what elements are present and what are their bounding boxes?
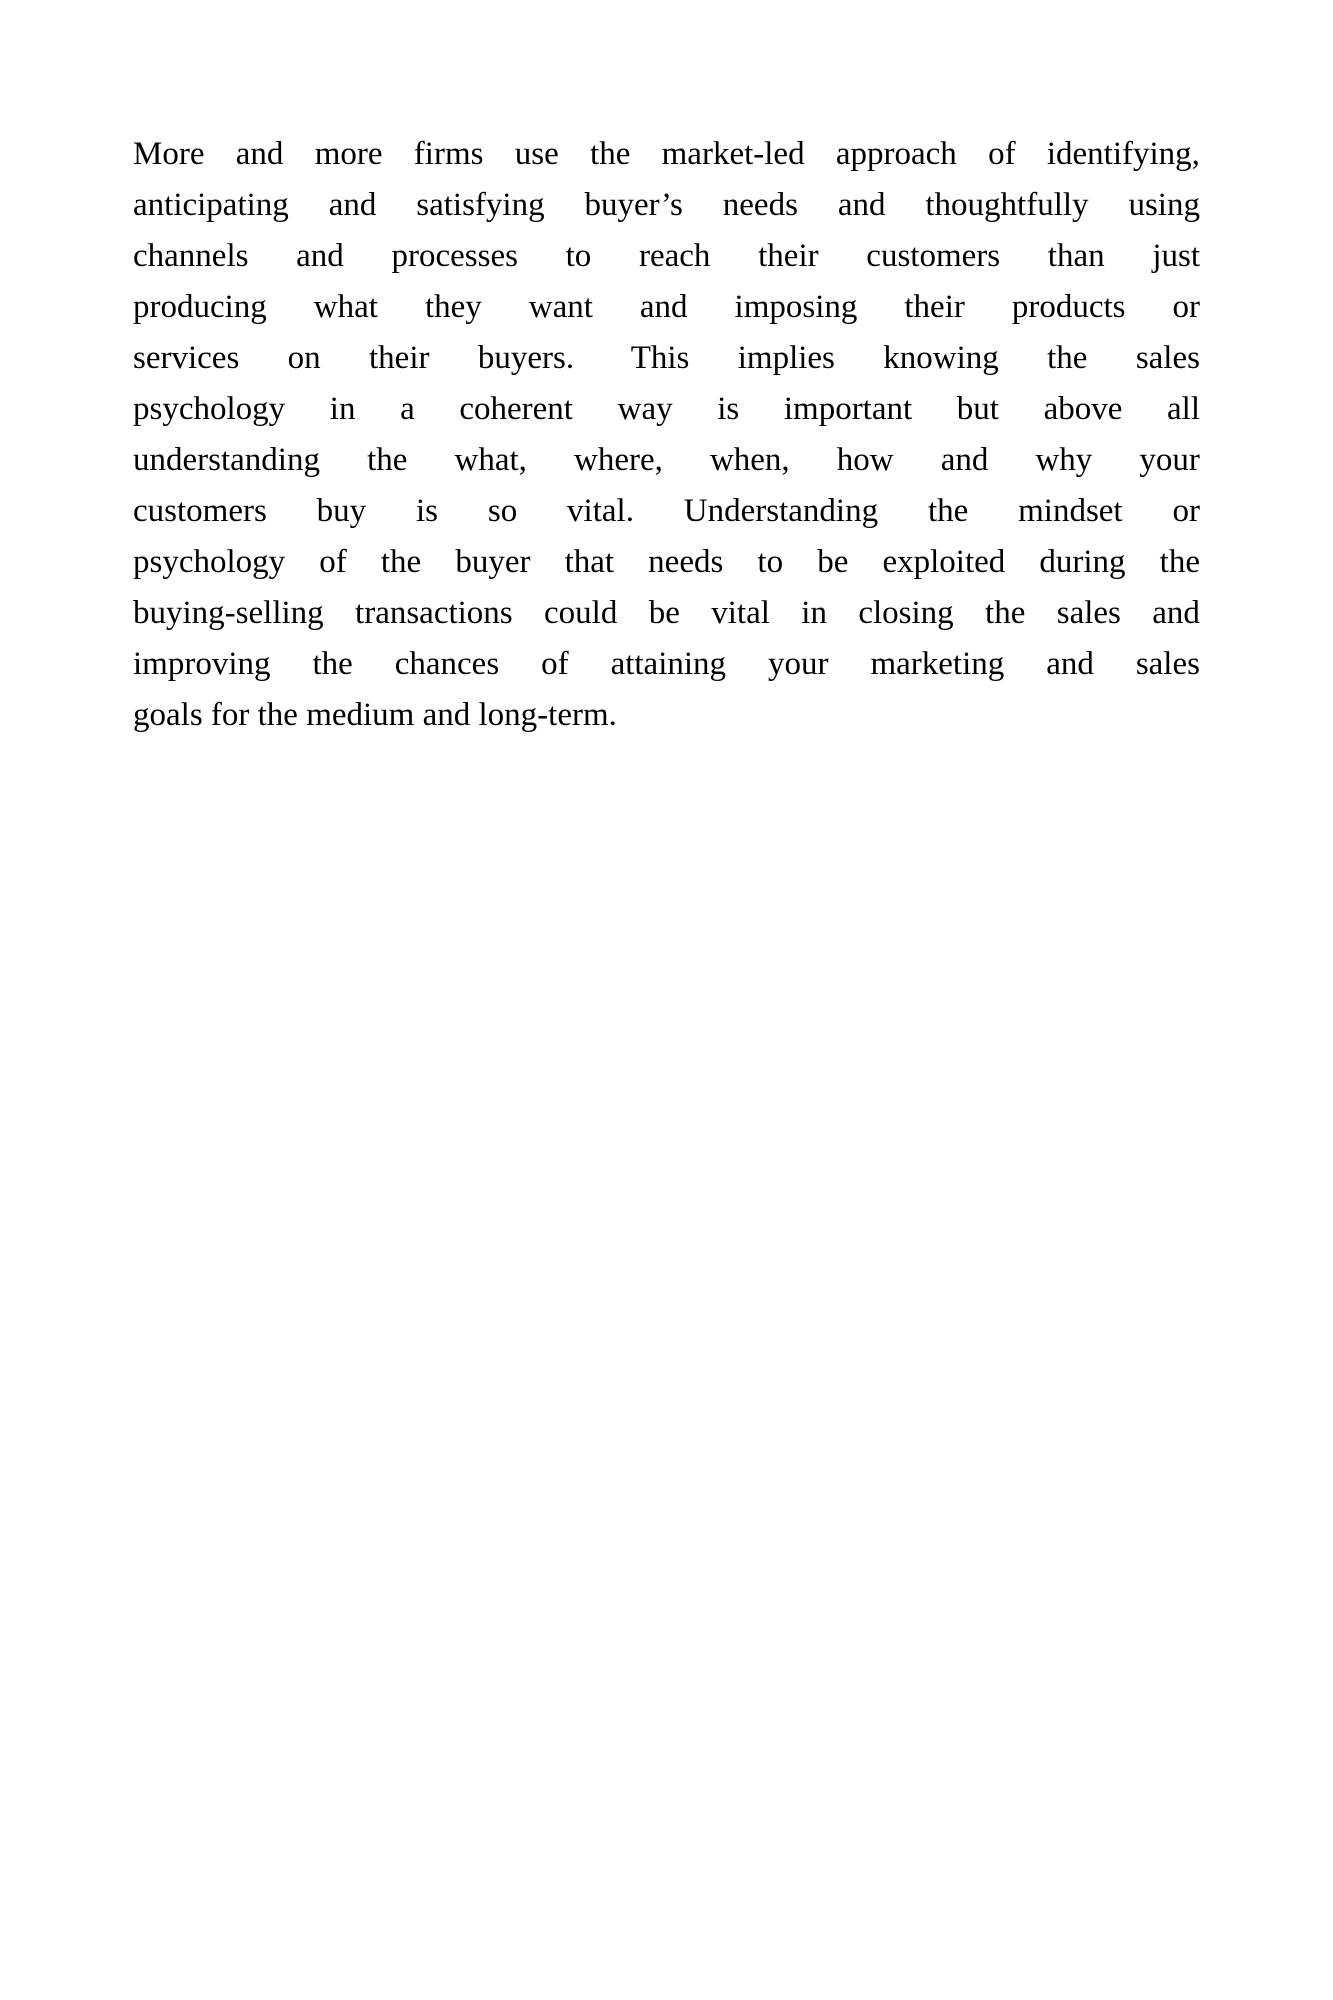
word: be — [817, 544, 849, 580]
paragraph-line — [133, 537, 1200, 588]
word: firms — [413, 136, 484, 172]
word: services — [133, 340, 240, 376]
word: on — [287, 340, 321, 376]
paragraph-line — [133, 333, 1200, 384]
word: buyer — [455, 544, 531, 580]
word: implies — [737, 340, 835, 376]
word: exploited — [882, 544, 1006, 580]
word: their — [369, 340, 430, 376]
word: improving — [133, 646, 271, 682]
word: the — [1047, 340, 1088, 376]
word: approach — [835, 136, 957, 172]
word: the — [1159, 544, 1200, 580]
word: where, — [573, 442, 663, 478]
word: more — [314, 136, 383, 172]
paragraph-line — [133, 129, 1200, 180]
word: that — [564, 544, 615, 580]
word: buyers. — [477, 340, 583, 376]
word: and — [1046, 646, 1094, 682]
word: buyer’s — [584, 187, 683, 223]
word: This — [630, 340, 690, 376]
word: be — [648, 595, 680, 631]
word: processes — [391, 238, 518, 274]
word: chances — [394, 646, 500, 682]
word: imposing — [734, 289, 858, 325]
word: psychology — [133, 391, 286, 427]
paragraph-line — [133, 231, 1200, 282]
word: coherent — [459, 391, 573, 427]
word: what — [313, 289, 378, 325]
word: sales — [1135, 646, 1200, 682]
word: the — [367, 442, 408, 478]
word: of — [988, 136, 1016, 172]
word: the — [590, 136, 631, 172]
word: important — [783, 391, 913, 427]
word: identifying, — [1046, 136, 1200, 172]
word: their — [904, 289, 965, 325]
word: or — [1172, 493, 1200, 529]
word: the — [380, 544, 422, 580]
word: the — [312, 646, 353, 682]
word: or — [1172, 289, 1200, 325]
paragraph-line: goals for the medium and long-term. — [133, 697, 617, 733]
word: use — [514, 136, 559, 172]
word: psychology — [133, 544, 286, 580]
word: needs — [648, 544, 724, 580]
word: and — [1152, 595, 1200, 631]
body-paragraph — [133, 129, 1200, 741]
word: needs — [722, 187, 798, 223]
word: way — [617, 391, 673, 427]
word: mindset — [1018, 493, 1123, 529]
word: understanding — [133, 442, 320, 478]
paragraph-line — [133, 435, 1200, 486]
paragraph-line — [133, 588, 1200, 639]
word: in — [329, 391, 356, 427]
word: during — [1039, 544, 1126, 580]
word: Understanding — [683, 493, 879, 529]
word: the — [927, 493, 969, 529]
word: customers — [866, 238, 1001, 274]
paragraph-line — [133, 639, 1200, 690]
word: anticipating — [133, 187, 289, 223]
word: reach — [639, 238, 711, 274]
word: products — [1011, 289, 1126, 325]
word: is — [416, 493, 439, 529]
word: your — [768, 646, 829, 682]
word: of — [541, 646, 569, 682]
word: but — [956, 391, 999, 427]
word: a — [400, 391, 415, 427]
word: vital. — [567, 493, 634, 529]
word: thoughtfully — [925, 187, 1089, 223]
word: using — [1128, 187, 1200, 223]
word: want — [528, 289, 593, 325]
word: sales — [1056, 595, 1121, 631]
word: channels — [133, 238, 249, 274]
word: so — [487, 493, 518, 529]
word: and — [296, 238, 344, 274]
word: buy — [316, 493, 367, 529]
word: closing — [858, 595, 954, 631]
word: marketing — [870, 646, 1005, 682]
paragraph-line — [133, 282, 1200, 333]
word: customers — [133, 493, 267, 529]
word: market-led — [661, 136, 805, 172]
word: above — [1043, 391, 1123, 427]
word: could — [544, 595, 618, 631]
word: just — [1152, 238, 1200, 274]
word: why — [1035, 442, 1093, 478]
word: of — [319, 544, 347, 580]
word: and — [940, 442, 989, 478]
word: the — [985, 595, 1026, 631]
paragraph-line — [133, 486, 1200, 537]
word: buying-selling — [133, 595, 324, 631]
word: how — [836, 442, 894, 478]
word: and — [639, 289, 688, 325]
paragraph-line — [133, 384, 1200, 435]
word: all — [1167, 391, 1200, 427]
word: More — [133, 136, 205, 172]
word: to — [757, 544, 784, 580]
word: knowing — [883, 340, 999, 376]
word: and — [837, 187, 886, 223]
word: to — [565, 238, 592, 274]
word: is — [717, 391, 740, 427]
word: attaining — [610, 646, 727, 682]
paragraph-line — [133, 180, 1200, 231]
word: your — [1139, 442, 1200, 478]
word: than — [1047, 238, 1105, 274]
word: vital — [711, 595, 770, 631]
word: satisfying — [416, 187, 545, 223]
word: and — [328, 187, 377, 223]
word: producing — [133, 289, 267, 325]
word: when, — [709, 442, 790, 478]
word: what, — [454, 442, 527, 478]
word: their — [758, 238, 819, 274]
word: sales — [1135, 340, 1200, 376]
word: transactions — [355, 595, 513, 631]
word: they — [424, 289, 482, 325]
word: in — [801, 595, 827, 631]
word: and — [235, 136, 284, 172]
